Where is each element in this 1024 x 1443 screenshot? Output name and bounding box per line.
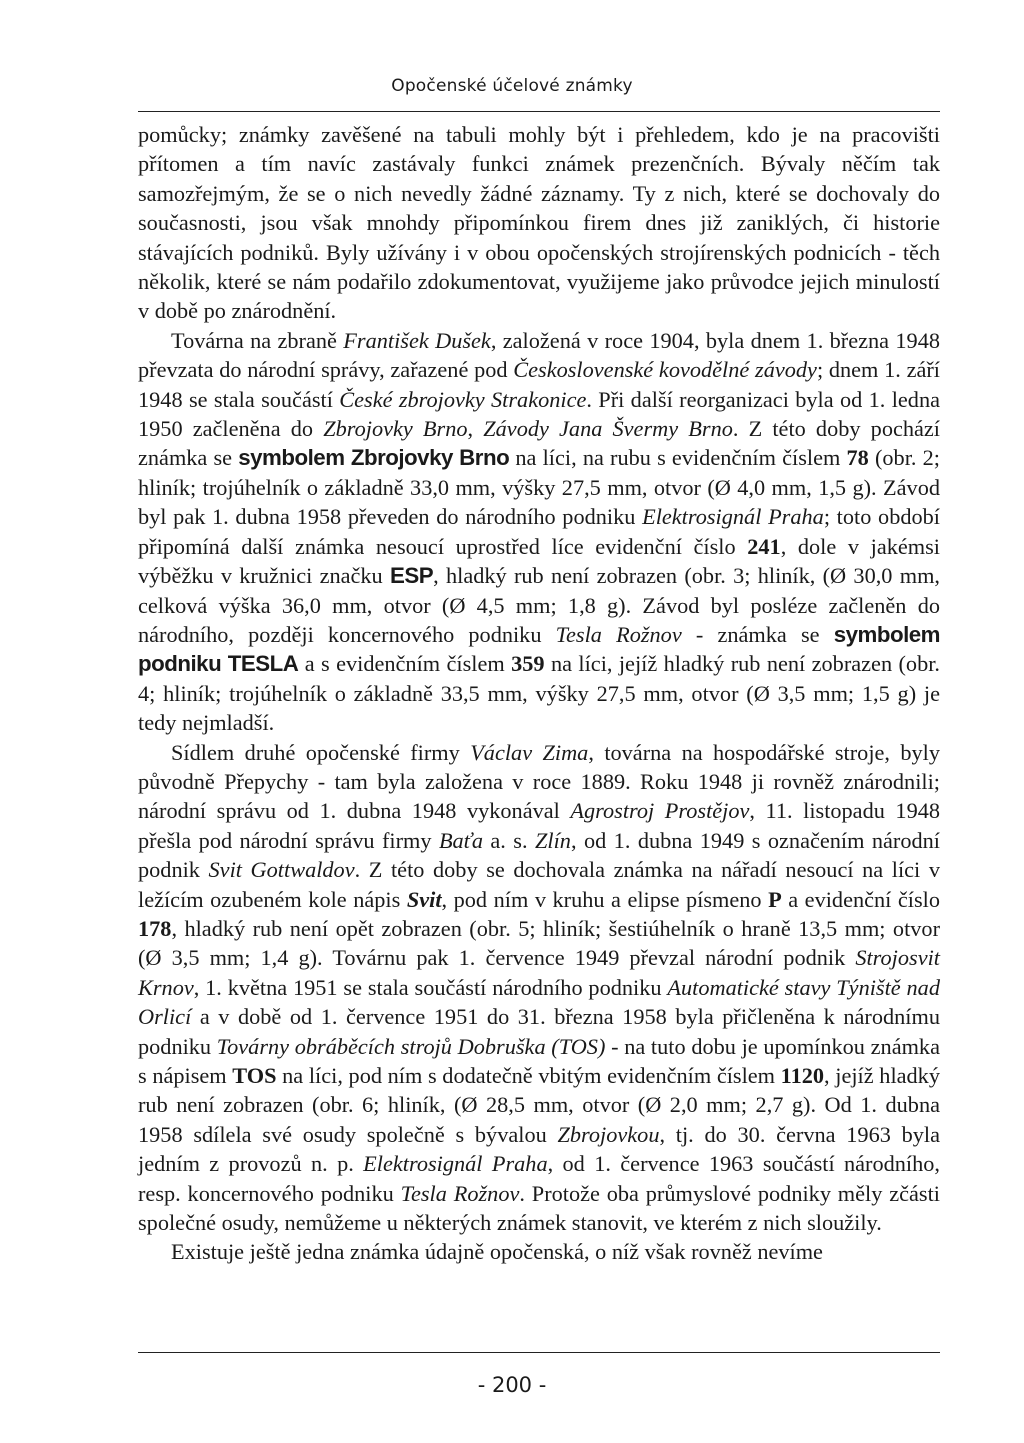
text-run: František Dušek bbox=[343, 327, 491, 353]
text-run: na líci, pod ním s dodatečně vbitým evidenčním číslem bbox=[276, 1063, 781, 1088]
text-run: 241 bbox=[747, 533, 781, 559]
text-run: - na tuto dobu je upomínkou známka s nápisem bbox=[138, 1033, 940, 1088]
text-run: a s evidenčním číslem bbox=[298, 651, 512, 677]
paragraph bbox=[138, 326, 940, 738]
header-rule bbox=[138, 111, 940, 112]
text-run: TOS bbox=[232, 1063, 277, 1088]
text-run: a evidenční číslo bbox=[781, 886, 940, 912]
text-run: Tesla Rožnov bbox=[555, 621, 682, 647]
text-run: Sídlem druhé opočenské firmy bbox=[171, 739, 471, 765]
paragraph bbox=[138, 1237, 940, 1266]
text-run: ESP bbox=[390, 563, 434, 589]
article-body bbox=[138, 120, 940, 1267]
text-run: Elektrosignál Praha bbox=[363, 1151, 548, 1177]
text-run: Elektrosignál Praha bbox=[642, 504, 824, 530]
text-run: Továrny obráběcích strojů Dobruška (TOS) bbox=[216, 1033, 606, 1059]
text-run: , pod ním v kruhu a elipse písmeno bbox=[441, 886, 769, 912]
text-run: , od 1. dubna 1949 s označením národní podnik bbox=[138, 827, 940, 883]
text-run: . Z této doby se dochovala známka na nářadí nesoucí na líci v ležícím ozubeném kole nápis bbox=[138, 857, 940, 912]
text-run: na líci, na rubu s evidenčním číslem bbox=[509, 445, 847, 471]
text-run: 1120 bbox=[780, 1063, 825, 1088]
text-run: na líci, jejíž hladký rub není zobrazen (obr. 4; hliník; trojúhelník o základně 33,5 mm, výšky 27,5 mm, otvor (Ø 3,5 mm; 1,5 g) je tedy nejmladší. bbox=[138, 651, 940, 736]
text-run: P bbox=[768, 886, 782, 912]
text-run: 178 bbox=[138, 915, 172, 941]
text-run: , továrna na hospodářské stroje, byly původně Přepychy - tam byla založena v roce 1889. Roku 1948 ji rovněž znárodnili; národní správu od 1. dubna 1948 vykonával bbox=[138, 739, 941, 824]
text-run: Závody Jana Švermy Brno bbox=[483, 416, 733, 442]
running-header: Opočenské účelové známky bbox=[391, 76, 633, 96]
text-run: Svit bbox=[406, 886, 442, 912]
text-run: , od 1. července 1963 součástí národního, resp. koncernového podniku bbox=[138, 1151, 940, 1206]
text-run: Zbrojovkou bbox=[557, 1121, 660, 1147]
text-run: Československé kovodělné závody bbox=[513, 357, 817, 383]
text-run: 78 bbox=[846, 445, 869, 471]
text-run: Automatické stavy Týniště nad Orlicí bbox=[138, 974, 940, 1030]
text-run: Baťa bbox=[438, 827, 483, 853]
text-run: České zbrojovky Strakonice bbox=[339, 386, 587, 412]
text-run: , 11. listopadu 1948 přešla pod národní správu firmy bbox=[138, 798, 941, 853]
text-run: , bbox=[467, 416, 484, 442]
text-run: symbolem podniku TESLA bbox=[138, 621, 941, 677]
text-run: symbolem Zbrojovky Brno bbox=[238, 445, 510, 471]
page-number: - 200 - bbox=[477, 1373, 547, 1397]
text-run: Agrostroj Prostějov bbox=[570, 798, 750, 824]
text-run: a. s. bbox=[482, 827, 535, 853]
text-run: a v době od 1. července 1951 do 31. března 1958 byla přičleněna k národnímu podniku bbox=[138, 1004, 940, 1059]
text-run: Existuje ještě jedna známka údajně opočenská, o níž však rovněž nevíme bbox=[171, 1239, 823, 1265]
text-run: . Z této doby pochází známka se bbox=[138, 416, 940, 471]
text-run: pomůcky; známky zavěšené na tabuli mohly být i přehledem, kdo je na pracovišti přítomen a tím navíc zastávaly funkci známek prezenčních. Bývaly něčím tak samozřejmým, že se o nich nevedly žádné záznamy. Ty z nich, které se dochovaly do současnosti, jsou však mnohdy připomínkou firem dnes již zaniklých, či historie stávajících podniků. Byly užívány i v obou opočenských strojírenských podnicích - těch několik, které se nám podařilo zdokumentovat, využijeme jako průvodce jejich minulostí v době po znárodnění. bbox=[138, 122, 940, 324]
text-run: . Při další reorganizaci byla od 1. ledna 1950 začleněna do bbox=[138, 386, 940, 442]
text-run: Václav Zima bbox=[470, 739, 589, 765]
text-run: ; toto období připomíná další známka nesoucí uprostřed líce evidenční číslo bbox=[138, 504, 940, 559]
text-run: , tj. do 30. června 1963 byla jedním z provozů n. p. bbox=[138, 1121, 941, 1177]
footer-rule bbox=[138, 1352, 940, 1353]
text-run: . Protože oba průmyslové podniky měly zčásti společné osudy, nemůžeme u některých známek stanovit, ve kterém z nich sloužily. bbox=[138, 1180, 940, 1236]
text-run: Strojosvit Krnov bbox=[138, 945, 940, 1000]
text-run: , dole v jakémsi výběžku v kružnici značku bbox=[138, 533, 940, 589]
text-run: ; dnem 1. září 1948 se stala součástí bbox=[138, 357, 940, 412]
text-run: , hladký rub není opět zobrazen (obr. 5; hliník; šestiúhelník o hraně 13,5 mm; otvor (Ø 3,5 mm; 1,4 g). Továrnu pak 1. července 1949 převzal národní podnik bbox=[138, 915, 940, 971]
text-run: Zlín bbox=[534, 827, 571, 853]
text-run: (obr. 2; hliník; trojúhelník o základně 33,0 mm, výšky 27,5 mm, otvor (Ø 4,0 mm, 1,5 g). Závod byl pak 1. dubna 1958 převeden do národního podniku bbox=[138, 445, 940, 530]
text-run: , založená v roce 1904, byla dnem 1. března 1948 převzata do národní správy, zařazené pod bbox=[138, 327, 940, 383]
text-run: Svit Gottwaldov bbox=[208, 857, 355, 883]
text-run: 359 bbox=[511, 651, 545, 677]
text-run: Zbrojovky Brno bbox=[323, 416, 468, 442]
text-run: - známka se bbox=[681, 621, 834, 647]
text-run: , jejíž hladký rub není zobrazen (obr. 6; hliník, (Ø 28,5 mm, otvor (Ø 2,0 mm; 2,7 g). Od 1. dubna 1958 sdílela své osudy společně s bývalou bbox=[138, 1063, 940, 1147]
text-run: Továrna na zbraně bbox=[171, 327, 344, 353]
text-run: Tesla Rožnov bbox=[400, 1180, 520, 1206]
text-run: , hladký rub není zobrazen (obr. 3; hliník, (Ø 30,0 mm, celková výška 36,0 mm, otvor (Ø 4,5 mm; 1,8 g). Závod byl posléze začleněn do národního, později koncernového podniku bbox=[138, 563, 940, 647]
paragraph bbox=[138, 738, 940, 1238]
paragraph bbox=[138, 120, 940, 326]
text-run: , 1. května 1951 se stala součástí národního podniku bbox=[193, 974, 668, 1000]
